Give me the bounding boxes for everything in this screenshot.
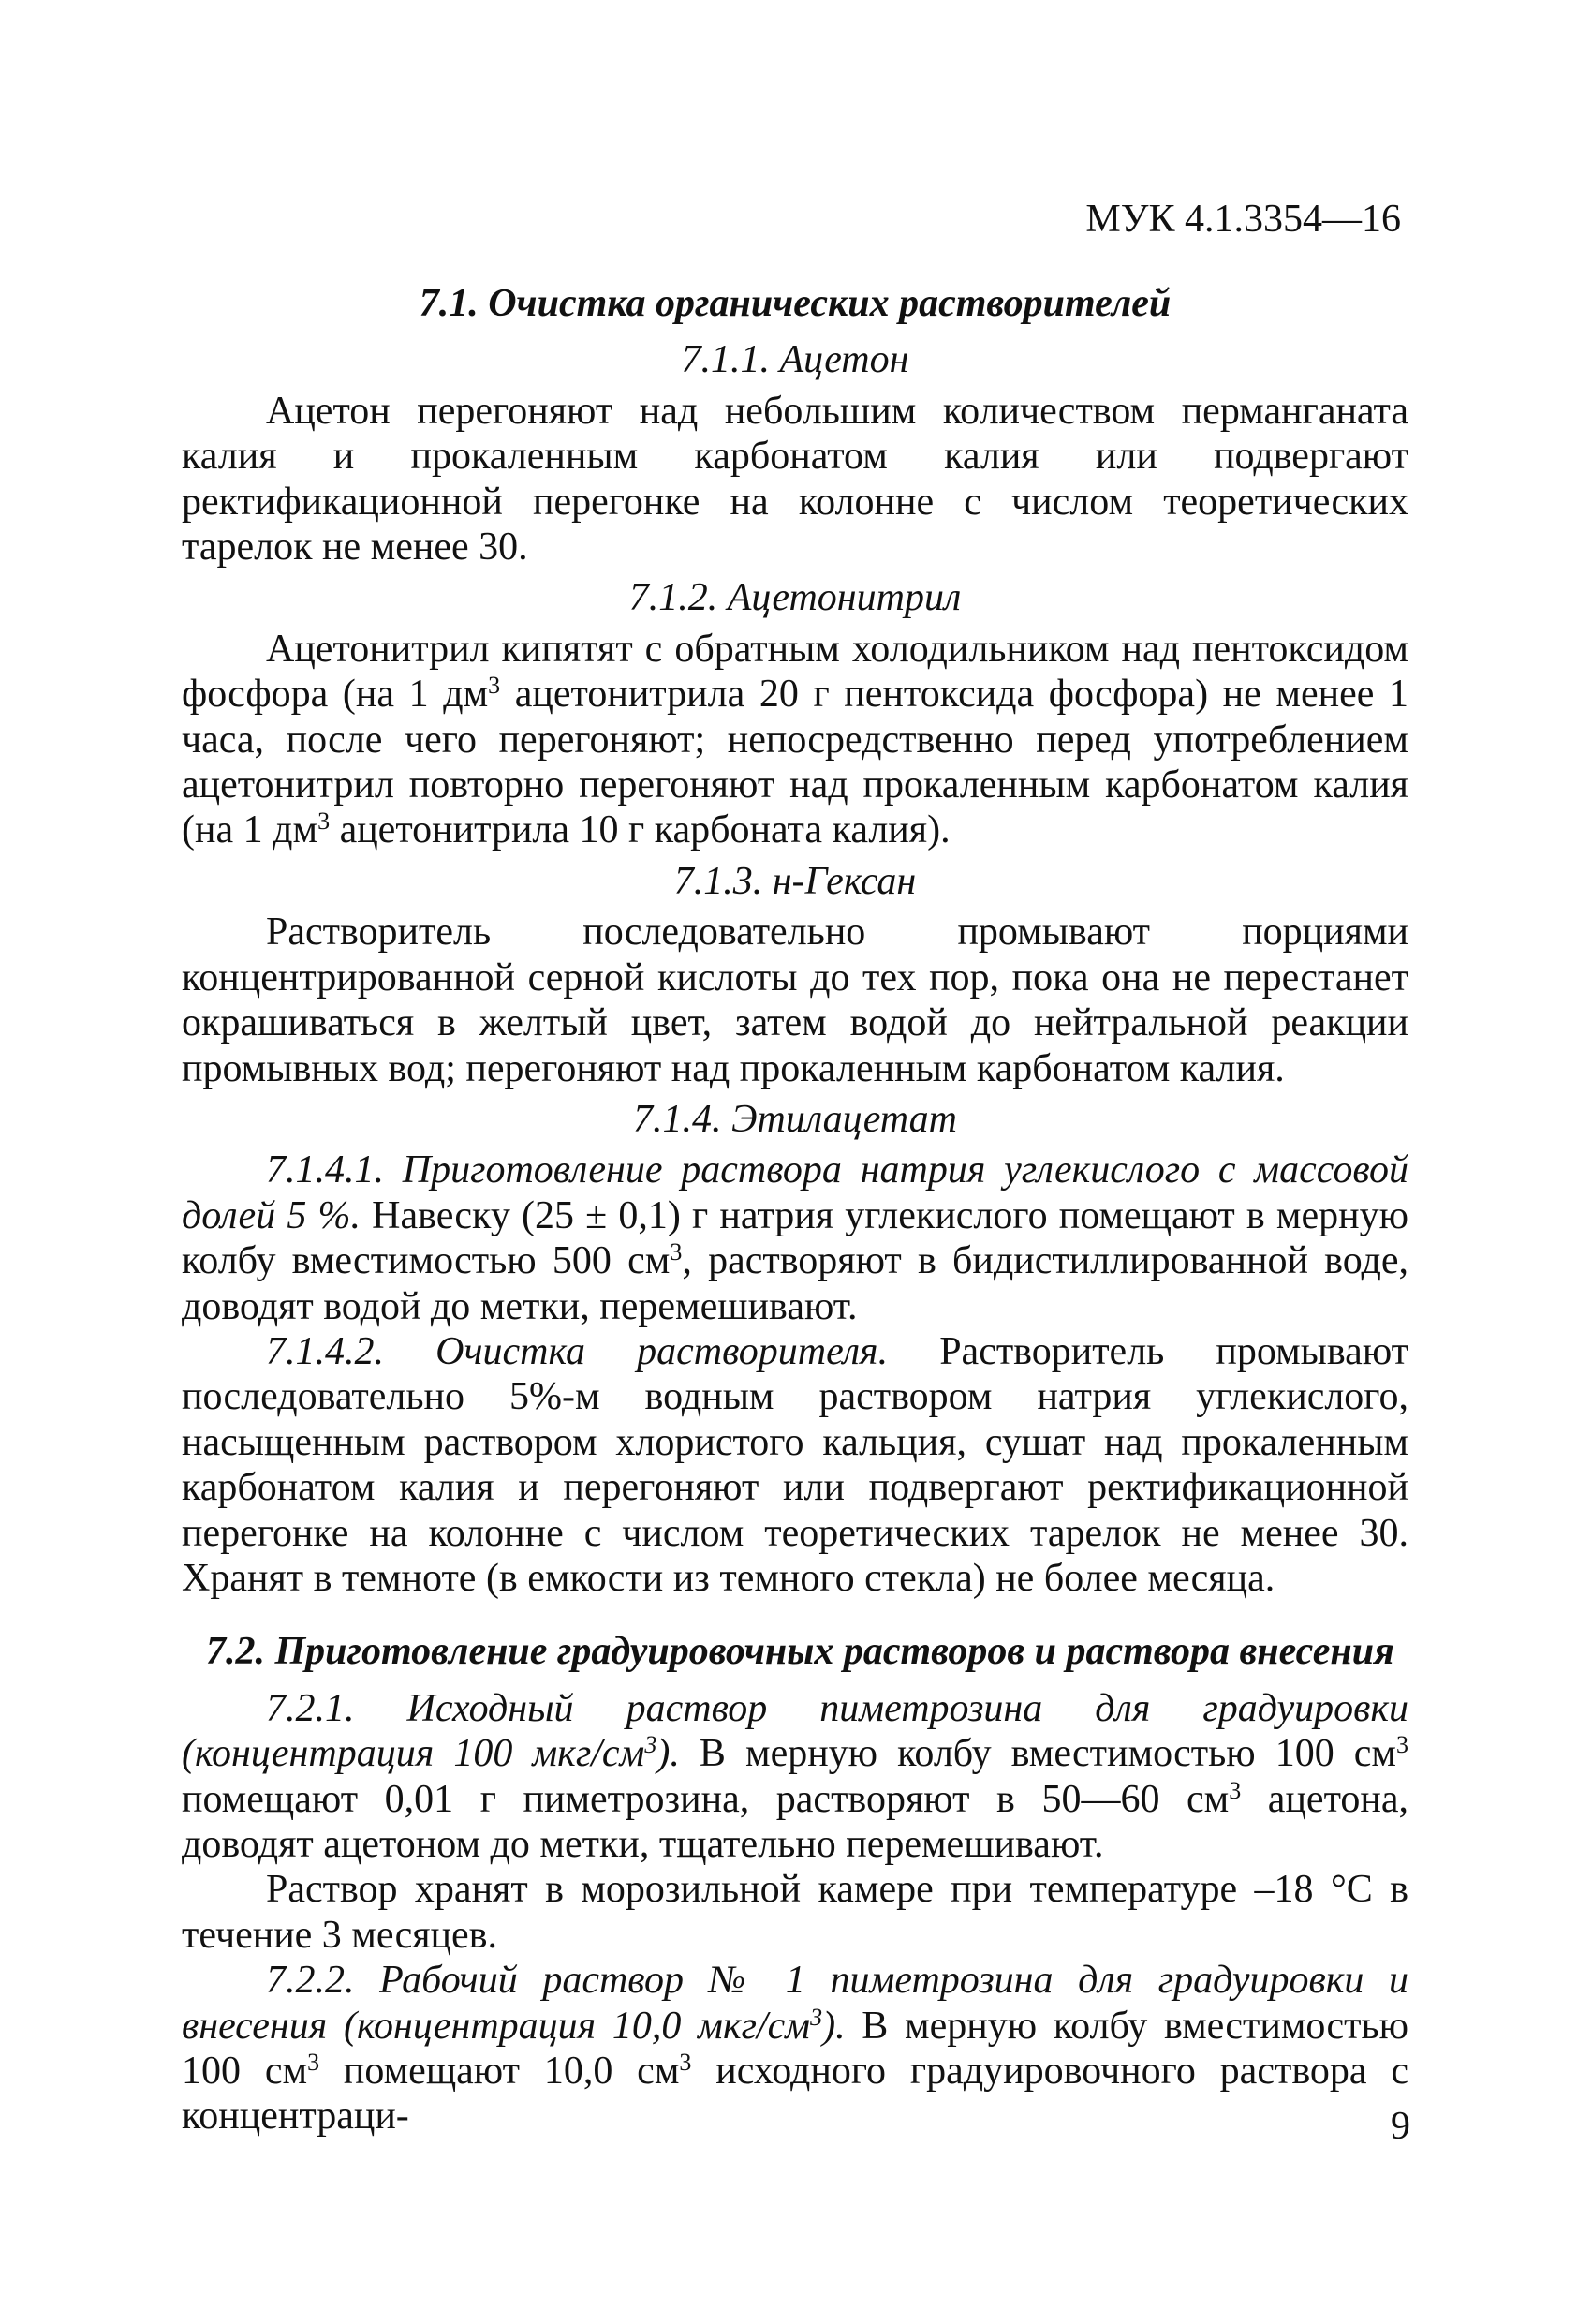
paragraph-7-2-1: 7.2.1. Исходный раствор пиметрозина для градуировки (концентрация 100 мкг/$см^3$). В мерную колбу вместимостью 100 $см^3$ помещают 0,01 г пиметрозина, растворяют в 50—60 $см^3$ ацетона, доводят ацетоном до метки, тщательно перемешивают. <box>182 1686 1408 1866</box>
subsection-7-1-1-title: 7.1.1. Ацетон <box>681 338 909 382</box>
paragraph-7-2-2-title: 7.2.2. Рабочий раствор № 1 пиметрозина для градуировки и внесения (концентрация 10,0 мкг/$см^3$). <box>182 1959 1408 2048</box>
paragraph-acetonitrile: Ацетонитрил кипятят с обратным холодильником над пентоксидом фосфора (на 1 $дм^3$ ацетонитрила 20 г пентоксида фосфора) не менее 1 часа, после чего перегоняют; непосредственно перед употреблением ацетонитрил повторно перегоняют над прокаленным карбонатом калия (на 1 $дм^3$ ацетонитрила 10 г карбоната калия). <box>182 627 1409 852</box>
subsection-7-1-2-title: 7.1.2. Ацетонитрил <box>628 576 962 620</box>
page-number: 9 <box>1391 2105 1410 2148</box>
document-code: МУК 4.1.3354—16 <box>1085 198 1401 241</box>
paragraph-7-1-4-2: 7.1.4.2. Очистка растворителя. Растворитель промывают последовательно 5%-м водным раствором натрия углекислого, насыщенным раствором хлористого кальция, сушат над прокаленным карбонатом калия и перегоняют или подвергают ректификационной перегонке на колонне с числом теоретических тарелок не менее 30. Хранят в темноте (в емкости из темного стекла) не более месяца. <box>182 1329 1408 1600</box>
paragraph-hexane: Растворитель последовательно промывают порциями концентрированной серной кислоты до тех пор, пока она не перестанет окрашиваться в желтый цвет, затем водой до нейтральной реакции промывных вод; перегоняют над прокаленным карбонатом калия. <box>182 910 1408 1090</box>
subsection-7-1-4-title: 7.1.4. Этилацетат <box>633 1097 957 1141</box>
paragraph-7-1-4-1: 7.1.4.1. Приготовление раствора натрия углекислого с массовой долей 5 %. Навеску (25 ± 0,1) г натрия углекислого помещают в мерную колбу вместимостью 500 $см^3$, растворяют в бидистиллированной воде, доводят водой до метки, перемешивают. <box>182 1148 1408 1328</box>
subsection-7-1-3-title: 7.1.3. н-Гексан <box>673 859 917 903</box>
paragraph-7-1-4-2-title: 7.1.4.2. Очистка растворителя. <box>266 1329 889 1373</box>
section-7-1-title: 7.1. Очистка органических растворителей <box>419 282 1172 325</box>
paragraph-7-2-2: 7.2.2. Рабочий раствор № 1 пиметрозина для градуировки и внесения (концентрация 10,0 мкг/$см^3$). В мерную колбу вместимостью 100 $см^3$ помещают 10,0 $см^3$ исходного градуировочного раствора с концентраци- <box>182 1959 1408 2139</box>
paragraph-storage: Раствор хранят в морозильной камере при температуре –18 °С в течение 3 месяцев. <box>182 1868 1408 1957</box>
paragraph-7-2-1-title: 7.2.1. Исходный раствор пиметрозина для градуировки (концентрация 100 мкг/$см^3$). <box>182 1686 1408 1776</box>
paragraph-acetone: Ацетон перегоняют над небольшим количеством перманганата калия и прокаленным карбонатом калия или подвергают ректификационной перегонке на колонне с числом теоретических тарелок не менее 30. <box>182 389 1408 570</box>
page-body <box>182 281 1408 2139</box>
paragraph-7-1-4-1-title: 7.1.4.1. Приготовление раствора натрия углекислого с массовой долей 5 %. <box>182 1148 1408 1237</box>
section-7-2-title: 7.2. Приготовление градуировочных растворов и раствора внесения <box>206 1630 1394 1674</box>
